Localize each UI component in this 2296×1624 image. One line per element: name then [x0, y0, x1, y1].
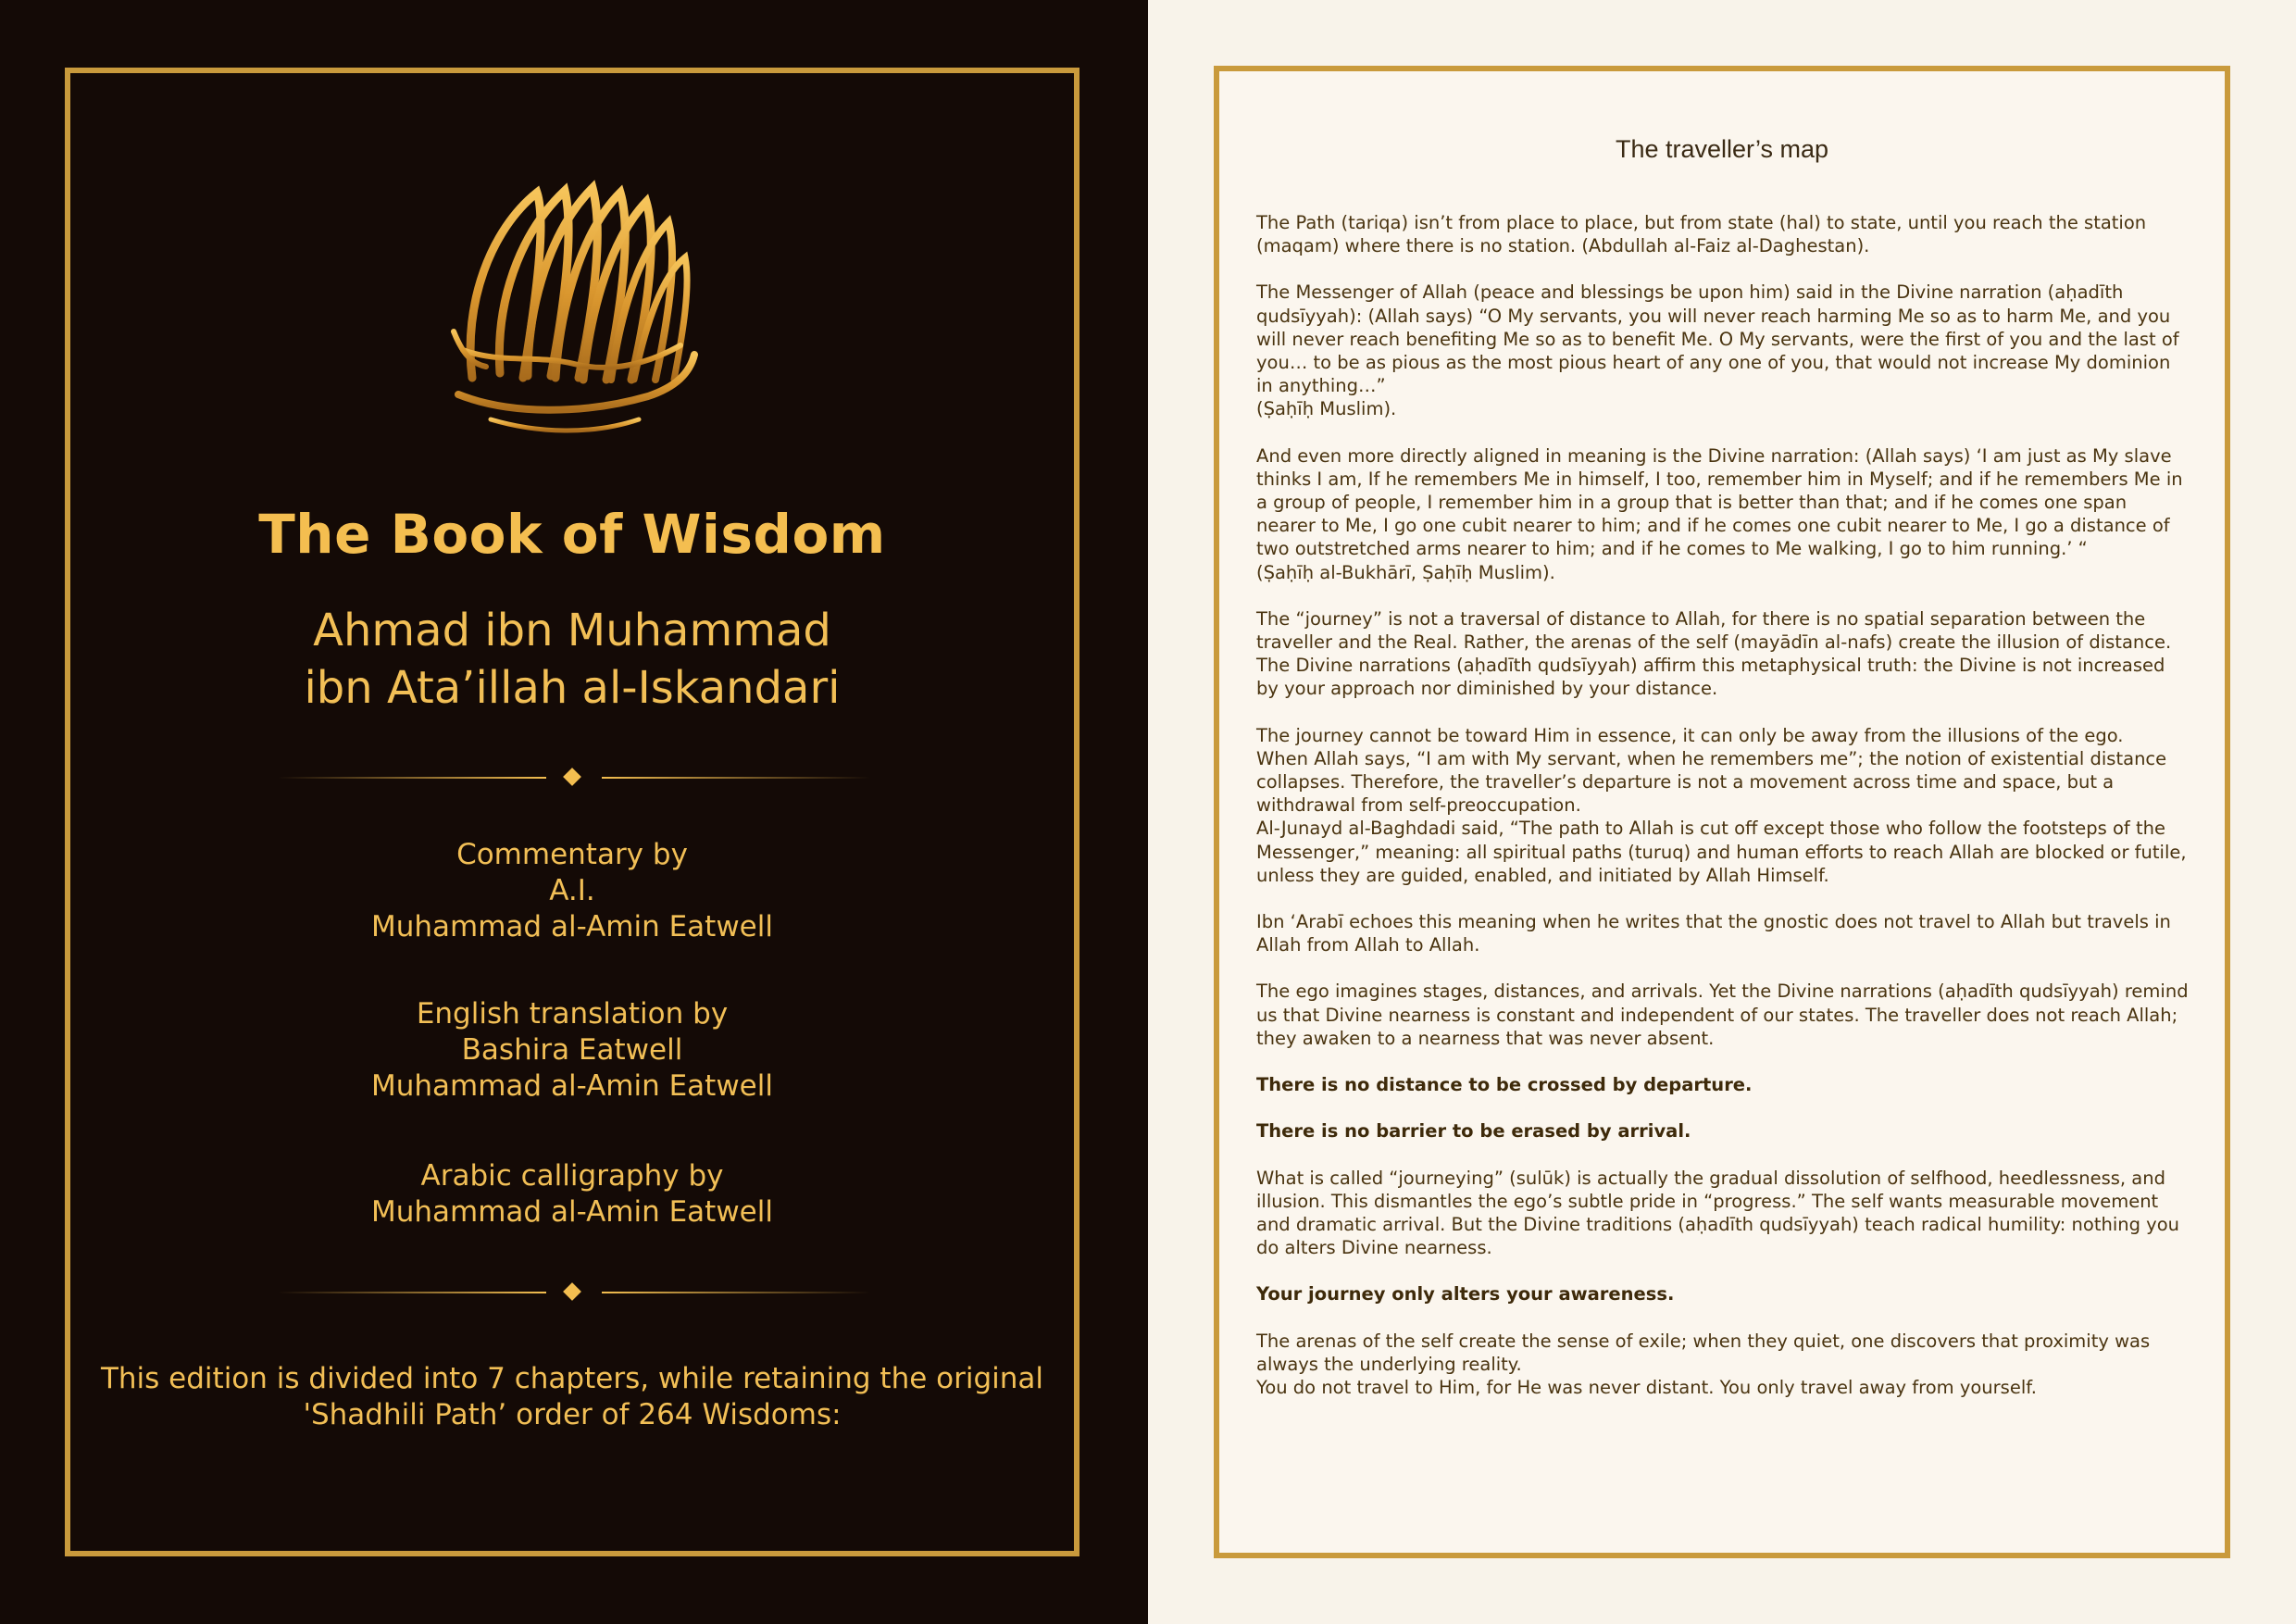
divider-line-left — [278, 777, 546, 779]
divider-line-right — [602, 1292, 870, 1293]
emphasis-paragraph: There is no distance to be crossed by departure. — [1256, 1074, 1753, 1096]
diamond-divider-icon — [563, 1282, 581, 1301]
edition-line-1: This edition is divided into 7 chapters, while retaining the original — [100, 1362, 1044, 1395]
emphasis-paragraph: There is no barrier to be erased by arrival. — [1256, 1120, 1691, 1143]
body-paragraph: The ego imagines stages, distances, and arrivals. Yet the Divine narrations (aḥadīth qudsīyyah) remind us that Divine nearness is constant and independent of our states. The traveller does not reach Allah; they awaken to a nearness that was never absent. — [1256, 981, 2189, 1049]
commentary-name: Muhammad al-Amin Eatwell — [371, 910, 773, 943]
divider-line-right — [602, 777, 870, 779]
calligraphy-name: Muhammad al-Amin Eatwell — [371, 1195, 773, 1229]
body-paragraph: Ibn ‘Arabī echoes this meaning when he writes that the gnostic does not travel to Allah but travels in Allah from Allah to Allah. — [1256, 911, 2171, 956]
body-paragraph: The journey cannot be toward Him in essence, it can only be away from the illusions of the ego. When Allah says, “I am with My servant, when he remembers me”; the notion of existential distance collapses. Therefore, the traveller’s departure is not a movement across time and space, but a withdrawal from self-preoccupation. Al-Junayd al-Baghdadi said, “The path to Allah is cut off except those who follow the footsteps of the Messenger,” meaning: all spiritual paths (turuq) and human efforts to reach Allah are blocked or futile, unless they are guided, enabled, and initiated by Allah Himself. — [1256, 724, 2187, 886]
diamond-divider-icon — [563, 768, 581, 786]
edition-line-2: 'Shadhili Path’ order of 264 Wisdoms: — [303, 1398, 842, 1431]
author-line-1: Ahmad ibn Muhammad — [313, 605, 831, 656]
author-name — [65, 602, 1079, 717]
commentary-credit — [65, 837, 1079, 945]
divider-line-left — [278, 1292, 546, 1293]
body-paragraph: The Path (tariqa) isn’t from place to place, but from state (hal) to state, until you reach the station (maqam) where there is no station. (Abdullah al-Faiz al-Daghestan). — [1256, 212, 2147, 257]
translation-credit — [65, 996, 1079, 1105]
calligraphy-label: Arabic calligraphy by — [420, 1159, 724, 1193]
edition-note — [65, 1361, 1079, 1433]
body-paragraph: The “journey” is not a traversal of distance to Allah, for there is no spatial separation between the traveller and the Real. Rather, the arenas of the self (mayādīn al-nafs) create the illusion of distance. The Divine narrations (aḥadīth qudsīyyah) affirm this metaphysical truth: the Divine is not increased by your approach nor diminished by your distance. — [1256, 607, 2172, 700]
body-paragraph: And even more directly aligned in meaning is the Divine narration: (Allah says) ‘I am just as My slave thinks I am, If he remembers Me in himself, I too, remember him in Myself; and if he remembers Me in a group of people, I remember him in a group that is better than that; and if he comes one span nearer to Me, I go one cubit nearer to him; and if he comes one cubit nearer to Me, I go a distance of two outstretched arms nearer to him; and if he comes to Me walking, I go to him running.’ “ (Ṣaḥīḥ al-Bukhārī, Ṣaḥīḥ Muslim). — [1256, 444, 2183, 583]
body-text — [1256, 211, 2191, 1422]
body-paragraph: The Messenger of Allah (peace and blessings be upon him) said in the Divine narration (aḥadīth qudsīyyah): (Allah says) “O My servants, you will never reach harming Me so as to harm Me, and you will never reach benefiting Me so as to benefit Me. O My servants, were the first of you and the last of you… to be as pious as the most pious heart of any one of you, that would not increase My dominion in anything…” (Ṣaḥīḥ Muslim). — [1256, 281, 2179, 420]
body-paragraph: What is called “journeying” (sulūk) is actually the gradual dissolution of selfhood, heedlessness, and illusion. This dismantles the ego’s subtle pride in “progress.” The self wants measurable movement and dramatic arrival. But the Divine traditions (aḥadīth qudsīyyah) teach radical humility: nothing you do alters Divine nearness. — [1256, 1167, 2180, 1259]
translation-name: Muhammad al-Amin Eatwell — [371, 1069, 773, 1103]
top-diamond-divider — [278, 767, 870, 789]
commentary-name: A.I. — [549, 874, 595, 907]
arabic-calligraphy-emblem-icon — [435, 165, 713, 443]
translation-name: Bashira Eatwell — [461, 1033, 683, 1067]
translation-label: English translation by — [416, 997, 729, 1031]
bottom-diamond-divider — [278, 1281, 870, 1304]
page-title: The traveller’s map — [1615, 135, 1829, 163]
emphasis-paragraph: Your journey only alters your awareness. — [1256, 1283, 1675, 1305]
commentary-label: Commentary by — [456, 838, 688, 871]
body-paragraph: The arenas of the self create the sense of exile; when they quiet, one discovers that proximity was always the underlying reality. You do not travel to Him, for He was never distant. You only travel away from yourself. — [1256, 1330, 2151, 1398]
calligraphy-credit — [65, 1158, 1079, 1230]
author-line-2: ibn Ata’illah al-Iskandari — [304, 662, 841, 714]
book-title: The Book of Wisdom — [258, 503, 886, 566]
